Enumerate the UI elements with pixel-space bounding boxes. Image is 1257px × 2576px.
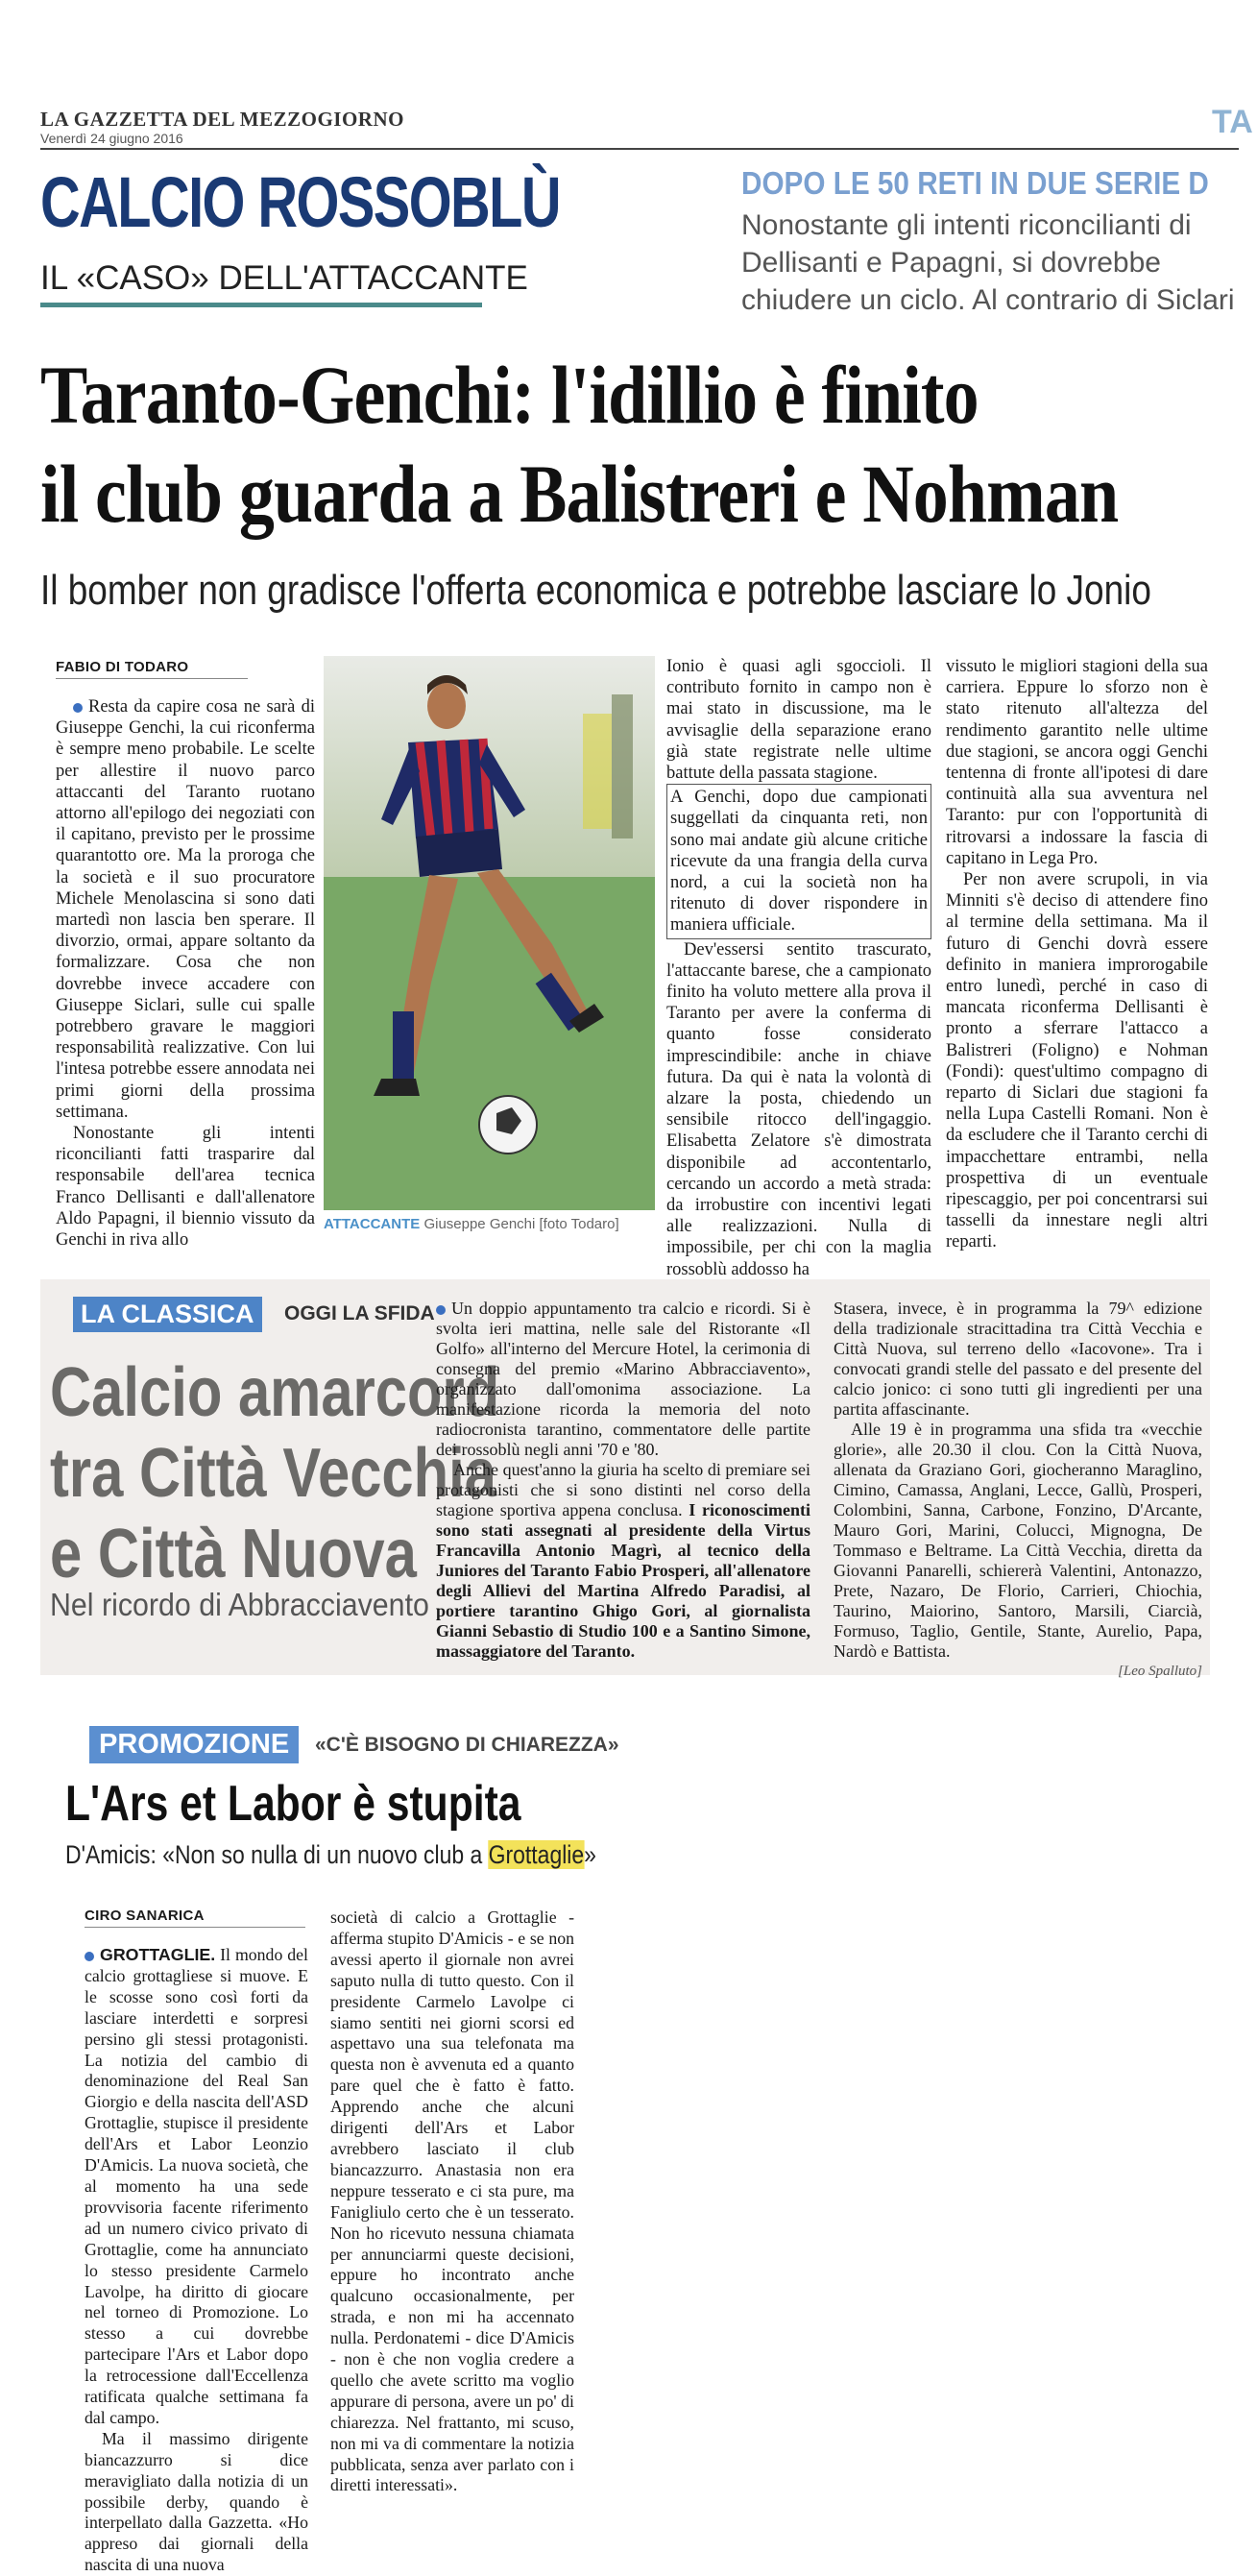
footballer-illustration [324, 656, 655, 1210]
paragraph: Resta da capire cosa ne sarà di Giuseppe Genchi, la cui riconferma è sempre meno probabile. Le scelte per allestire il nuovo parco attaccanti del Taranto ruotano attorno all'epilogo dei negoziati con il capitano, previsto per le prossime quarantotto ore. Ma la proroga che la società e il suo procuratore Michele Menolascina si sono dati martedì non lascia ben sperare. Il divorzio, ormai, appare soltanto da formalizzare. Cosa che non dovrebbe invece accadere con Giuseppe Siclari, sulle cui spalle potrebbero gravare le maggiori responsabilità realizzative. Con lui l'intesa potrebbe essere annodata nei primi giorni della prossima settimana. [56, 697, 315, 1122]
subtitle-text: D'Amicis: «Non so nulla di un nuovo club a [65, 1840, 489, 1869]
paragraph: Dev'essersi sentito trascurato, l'attaccante barese, che a campionato finito ha voluto mettere alla prova il Taranto per avere la conferma di quanto fosse considerato imprescindibile: anche in chiave futura. Da qui è nata la volontà di alzare la posta, chiedendo un sensibile ritocco dell'ingaggio. Elisabetta Zelatore s'è dimostrata disponibile ad accontentarlo, cercando un accordo a metà strada: da irrobustire con incentivi legati alle realizzazioni. Nulla di impossibile, per chi con la maglia rossoblù addosso ha [666, 939, 931, 1279]
article3-column-2 [330, 1908, 574, 2496]
title-line-3: e Città Nuova [50, 1516, 417, 1592]
caption-name: Giuseppe Genchi [423, 1216, 536, 1232]
issue-date: Venerdì 24 giugno 2016 [40, 131, 183, 146]
headline-deck: Il bomber non gradisce l'offerta economica e potrebbe lasciare lo Jonio [40, 567, 1151, 614]
caption-credit: [foto Todaro] [539, 1216, 619, 1232]
paragraph: Stasera, invece, è in programma la 79^ edizione della tradizionale stracittadina tra Città Vecchia e Città Nuova, sul terreno dello «Iacovone». Tra i convocati grandi stelle del passato e del presente del calcio jonico: ci sono tutti gli ingredienti per una partita affascinante. [834, 1299, 1202, 1419]
photo-caption [324, 1216, 619, 1232]
paragraph: Ma il massimo dirigente biancazzurro si dice meravigliato dalla notizia di un possibile derby, quando è interpellato dalla Gazzetta. «Ho appreso dai giornali della nascita di una nuova [85, 2428, 308, 2575]
article1-column-2 [666, 656, 931, 1280]
title-line-2: tra Città Vecchia [50, 1435, 497, 1512]
article2-column-1 [436, 1299, 810, 1662]
player-photo [324, 656, 655, 1210]
paragraph-bold: I riconoscimenti sono stati assegnati al presidente della Virtus Francavilla Antonio Magrì, al tecnico della Juniores del Taranto Fabio Prosperi, all'allenatore degli Allievi del Martina Alfredo Paradisi, al portiere tarantino Ghigo Gori, al giornalista Gianni Sebastio di Studio 100 e a Santino Simone, massaggiatore del Taranto. [436, 1500, 810, 1661]
paragraph: Nonostante gli intenti riconcilianti fatti trasparire dal responsabile dell'area tecnica Franco Dellisanti e dall'allenatore Aldo Papagni, il biennio vissuto da Genchi in riva allo [56, 1124, 315, 1251]
paragraph: Il mondo del calcio grottagliese si muove. E le scosse sono così forti da lasciare interdetti e sorpresi persino gli stessi protagonisti. La notizia del cambio di denominazione del Real San Giorgio e della nascita dell'ASD Grottaglie, stupisce il presidente dell'Ars et Labor Leonzio D'Amicis. La nuova società, che al momento ha una sede provvisoria facente riferimento ad un numero civico privato di Grottaglie, come ha annunciato lo stesso presidente Carmelo Lavolpe, ha diritto di giocare nel torneo di Promozione. Lo stesso a cui dovrebbe partecipare l'Ars et Labor dopo la retrocessione dall'Eccellenza ratificata qualche settimana fa dal campo. [85, 1945, 308, 2427]
article2-title [50, 1352, 499, 1594]
bullet-icon [73, 703, 83, 713]
section-tag-sub: OGGI LA SFIDA [284, 1302, 435, 1324]
paragraph: Per non avere scrupoli, in via Minniti s'è deciso di attendere fino al termine della settimana. Ma il futuro di Genchi dovrà essere definito in maniera improrogabile entro lunedì, perché in caso di mancata riconferma Dellisanti è pronto a sferrare l'attacco a Balistreri (Foligno) e Nohman (Fondi): quest'ultimo compagno di reparto di Siclari due stagioni fa nella Lupa Castelli Romani. Non è da escludere che il Taranto cerchi di impacchettare entrambi, nella prospettiva di un eventuale ripescaggio, per poi concentrarsi sui tasselli da innestare negli altri reparti. [946, 870, 1208, 1252]
masthead-rule [40, 148, 1239, 150]
subtitle-text: » [584, 1840, 596, 1869]
section-corner-mark: TA [1212, 104, 1253, 140]
bullet-icon [85, 1952, 94, 1961]
section-kicker-sub: IL «CASO» DELL'ATTACCANTE [40, 259, 528, 297]
paragraph: Alle 19 è in programma una sfida tra «vecchie glorie», alle 20.30 il clou. Con la Città Nuova, allenata da Graziano Gori, giocheranno Maraglino, Cimino, Camassa, Anglani, Lecce, Gallù, Prosperi, Colombini, Sanna, Carbone, Fonzino, D'Arcante, Mauro Gori, Marini, Colucci, Mignogna, De Tommaso e Beltrame. La Città Vecchia, diretta da Giovanni Panarelli, schiererà Valentini, Antonazzo, Prete, Nazaro, De Florio, Carrieri, Chiochia, Taurino, Maiorino, Santoro, Marsili, Ciarcià, Formuso, Taglio, Gentile, Stante, Aurelio, Papa, Nardò e Battista. [834, 1420, 1202, 1661]
headline-line-1: Taranto-Genchi: l'idillio è finito [40, 349, 979, 441]
paragraph: società di calcio a Grottaglie - afferma stupito D'Amicis - e se non avessi aperto il giornale non avrei saputo nulla di tutto questo. Con il presidente Carmelo Lavolpe ci siamo sentiti nei giorni scorsi ed aspettavo una sua telefonata ma questa non è avvenuta ed a quanto pare quel che è fatto è fatto. Apprendo anche che alcuni dirigenti dell'Ars et Labor avrebbero lasciato il club biancazzurro. Anastasia non era neppure tesserato e ci sta pure, ma Fanigliulo certo che è un tesserato. Non ho ricevuto nessuna chiamata per annunciarmi queste decisioni, eppure ho incontrato anche qualcuno occasionalmente, per strada, e non mi ha accennato nulla. Perdonatemi - dice D'Amicis - non è che non voglia credere a quello che avete scritto ma voglio appurare di persona, avere un po' di chiarezza. Nel frattanto, mi scuso, non mi va di commentare la notizia pubblicata, senza aver parlato con i diretti interessati». [330, 1908, 574, 2495]
dateline: GROTTAGLIE. [100, 1945, 216, 1964]
section-kicker: CALCIO ROSSOBLÙ [40, 162, 560, 242]
section-tag-sub: «C'È BISOGNO DI CHIAREZZA» [315, 1734, 619, 1756]
article3-column-1 [85, 1908, 308, 2576]
article3-title: L'Ars et Labor è stupita [65, 1776, 521, 1832]
subtitle-highlight: Grottaglie [488, 1840, 585, 1869]
section-tag: PROMOZIONE [89, 1726, 299, 1763]
headline-line-2: il club guarda a Balistreri e Nohman [40, 448, 1119, 540]
bullet-icon [436, 1305, 446, 1315]
paragraph: Un doppio appuntamento tra calcio e ricordi. Si è svolta ieri mattina, nelle sale del Ristorante «Il Golfo» all'interno del Mercure Hotel, la cerimonia di consegna del premio «Marino Abbracciavento», organizzato dall'omonima associazione. La manifestazione ricorda la memoria del noto radiocronista tarantino, commentatore delle partite dei rossoblù negli anni '70 e '80. [436, 1299, 810, 1459]
highlight-box: A Genchi, dopo due campionati suggellati da cinquanta reti, non sono mai andate giù alcune critiche ricevute da una frangia della curva nord, a cui la società non ha ritenuto di dover rispondere in maniera ufficiale. [666, 784, 931, 938]
byline: FABIO DI TODARO [56, 659, 248, 679]
paragraph: Anche quest'anno la giuria ha scelto di premiare sei protagonisti che si sono distinti nel corso della stagione sportiva appena conclusa. [436, 1460, 810, 1519]
article1-column-3 [946, 656, 1208, 1253]
side-summary: Nonostante gli intenti riconcilianti di Dellisanti e Papagni, si dovrebbe chiudere un ciclo. Al contrario di Siclari [741, 209, 1235, 316]
kicker-rule [40, 303, 482, 307]
article2-column-2 [834, 1299, 1202, 1682]
article1-column-1 [56, 659, 315, 1251]
main-headline [40, 346, 1118, 544]
article3-subtitle [65, 1840, 596, 1870]
paragraph: Ionio è quasi agli sgoccioli. Il contributo fornito in campo non è mai stato in discussione, ma le avvisaglie della separazione erano già state registrate nelle ultime battute della passata stagione. [666, 657, 931, 784]
caption-label: ATTACCANTE [324, 1216, 421, 1232]
title-line-1: Calcio amarcord [50, 1354, 500, 1431]
section-tag: LA CLASSICA [73, 1297, 262, 1332]
author-credit: [Leo Spalluto] [1118, 1664, 1202, 1679]
side-headline: DOPO LE 50 RETI IN DUE SERIE D [741, 165, 1209, 201]
newspaper-masthead: LA GAZZETTA DEL MEZZOGIORNO [40, 108, 404, 131]
byline: CIRO SANARICA [85, 1908, 305, 1928]
paragraph: vissuto le migliori stagioni della sua carriera. Eppure lo sforzo non è stato ritenuto all'altezza del rendimento garantito nelle ultime due stagioni, se ancora oggi Genchi tentenna di fronte all'ipotesi di dare continuità alla sua avventura nel Taranto: pur con l'opportunità di ritrovarsi a indossare la fascia di capitano in Lega Pro. [946, 657, 1208, 868]
article2-subtitle: Nel ricordo di Abbracciavento [50, 1587, 429, 1622]
